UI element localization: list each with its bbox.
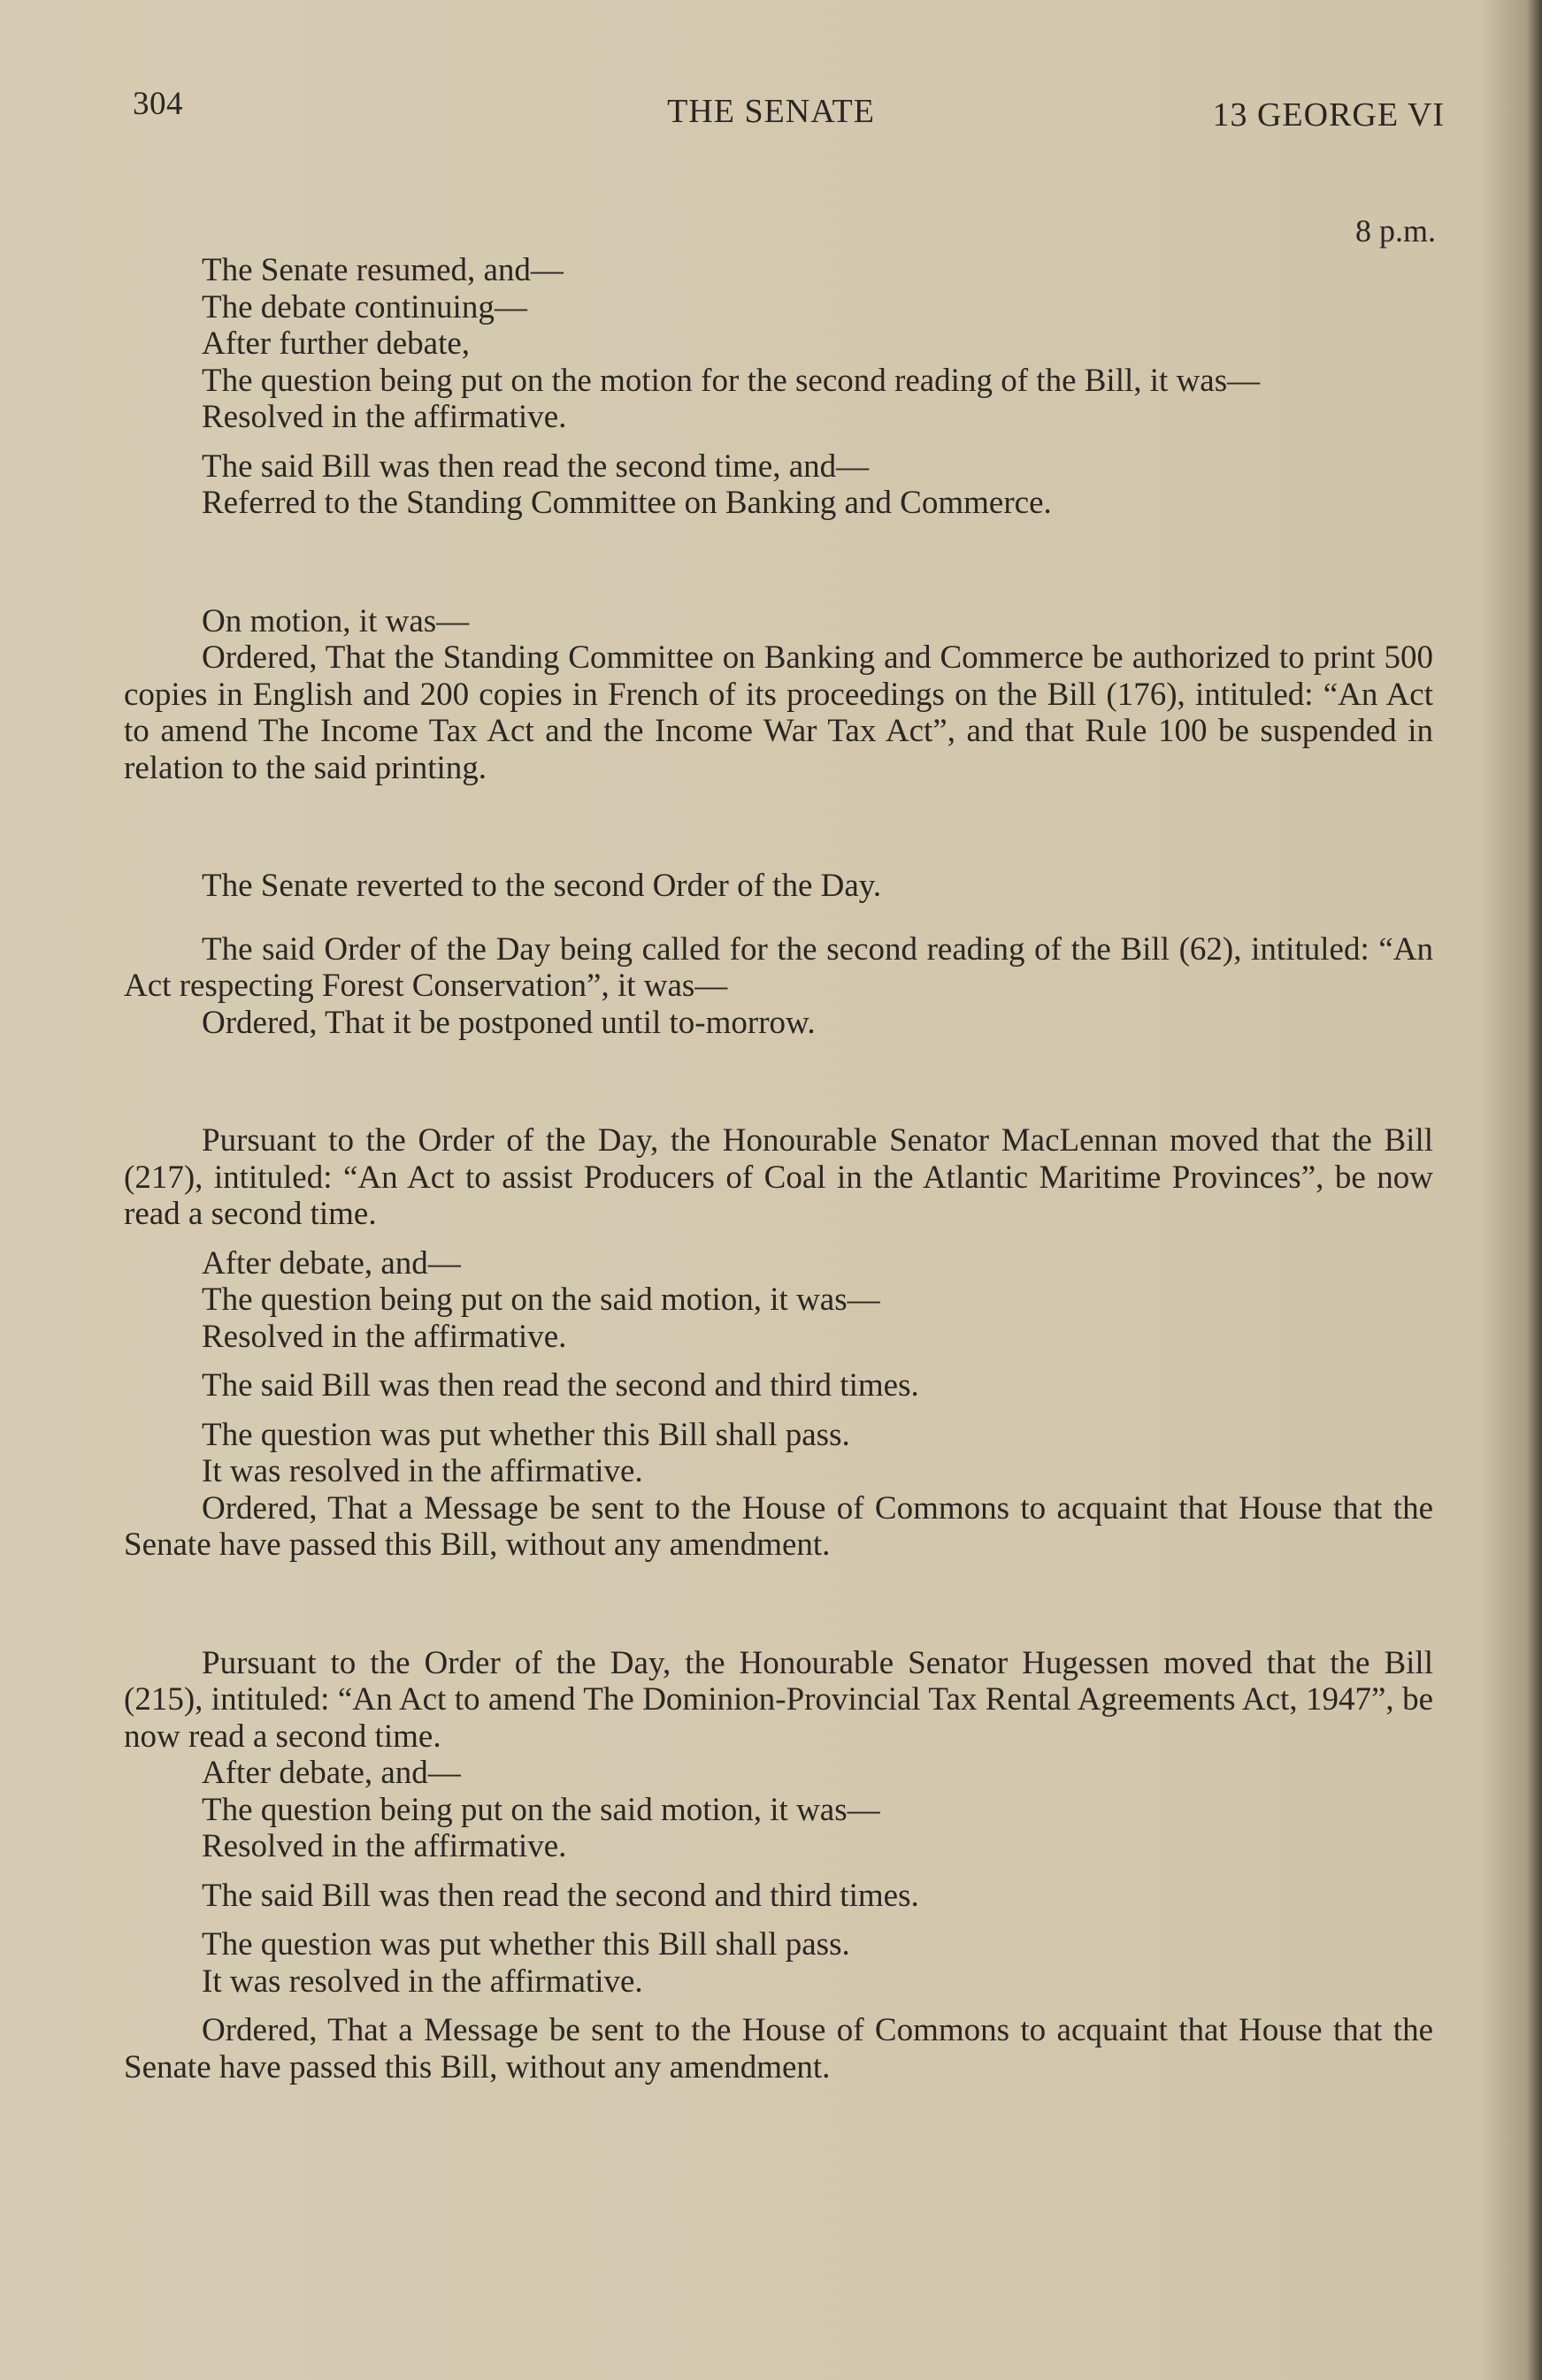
- paragraph: The said Bill was then read the second and third times.: [202, 1877, 919, 1914]
- paragraph: Resolved in the affirmative.: [202, 1318, 567, 1355]
- paragraph: The said Order of the Day being called for the second reading of the Bill (62), intituled: “An Act respecting Forest Conservation”, it was—: [124, 930, 1433, 1004]
- paragraph: The said Bill was then read the second and third times.: [202, 1367, 919, 1404]
- paragraph: The question being put on the said motion, it was—: [202, 1282, 880, 1318]
- running-title: THE SENATE: [667, 93, 875, 130]
- paragraph: Resolved in the affirmative.: [202, 399, 567, 435]
- paragraph: Ordered, That a Message be sent to the House of Commons to acquaint that House that the Senate have passed this Bill, without any amendment.: [124, 2012, 1433, 2085]
- paragraph: After debate, and—: [202, 1755, 461, 1791]
- time-marker: 8 p.m.: [1354, 213, 1436, 249]
- paragraph: Ordered, That a Message be sent to the House of Commons to acquaint that House that the Senate have passed this Bill, without any amendment.: [124, 1489, 1433, 1563]
- paragraph: It was resolved in the affirmative.: [202, 1453, 643, 1489]
- paragraph: Pursuant to the Order of the Day, the Honourable Senator Hugessen moved that the Bill (215), intituled: “An Act to amend The Dominion-Provincial Tax Rental Agreements Act, 1947”, be now read a second time.: [124, 1644, 1433, 1755]
- paragraph: Ordered, That the Standing Committee on Banking and Commerce be authorized to print 500 copies in English and 200 copies in French of its proceedings on the Bill (176), intituled: “An Act to amend The Income Tax Act and the Income War Tax Act”, and that Rule 100 be suspended in relation to the said printing.: [124, 639, 1433, 786]
- paragraph: After debate, and—: [202, 1244, 461, 1282]
- paragraph: Resolved in the affirmative.: [202, 1828, 567, 1864]
- paragraph: The question was put whether this Bill shall pass.: [202, 1416, 850, 1453]
- journal-body: [124, 252, 1433, 2085]
- paragraph: The question was put whether this Bill shall pass.: [202, 1926, 850, 1963]
- regnal-year: 13 GEORGE VI: [1212, 96, 1445, 134]
- paragraph: The Senate reverted to the second Order of the Day.: [202, 868, 882, 904]
- paragraph: Ordered, That it be postponed until to-morrow.: [202, 1004, 816, 1041]
- paragraph: The question being put on the said motion, it was—: [202, 1791, 880, 1828]
- paragraph: On motion, it was—: [202, 602, 470, 639]
- paragraph: The debate continuing—: [202, 288, 527, 325]
- paragraph: The said Bill was then read the second time, and—: [202, 448, 870, 485]
- paragraph: After further debate,: [202, 325, 471, 362]
- paragraph: Referred to the Standing Committee on Banking and Commerce.: [202, 485, 1052, 521]
- paragraph: Pursuant to the Order of the Day, the Honourable Senator MacLennan moved that the Bill (217), intituled: “An Act to assist Producers of Coal in the Atlantic Maritime Provinces”, be now read a second time.: [124, 1122, 1433, 1232]
- paragraph: The Senate resumed, and—: [202, 252, 564, 288]
- paragraph: The question being put on the motion for the second reading of the Bill, it was—: [202, 362, 1261, 399]
- page-number: 304: [133, 86, 183, 122]
- paragraph: It was resolved in the affirmative.: [202, 1963, 643, 2000]
